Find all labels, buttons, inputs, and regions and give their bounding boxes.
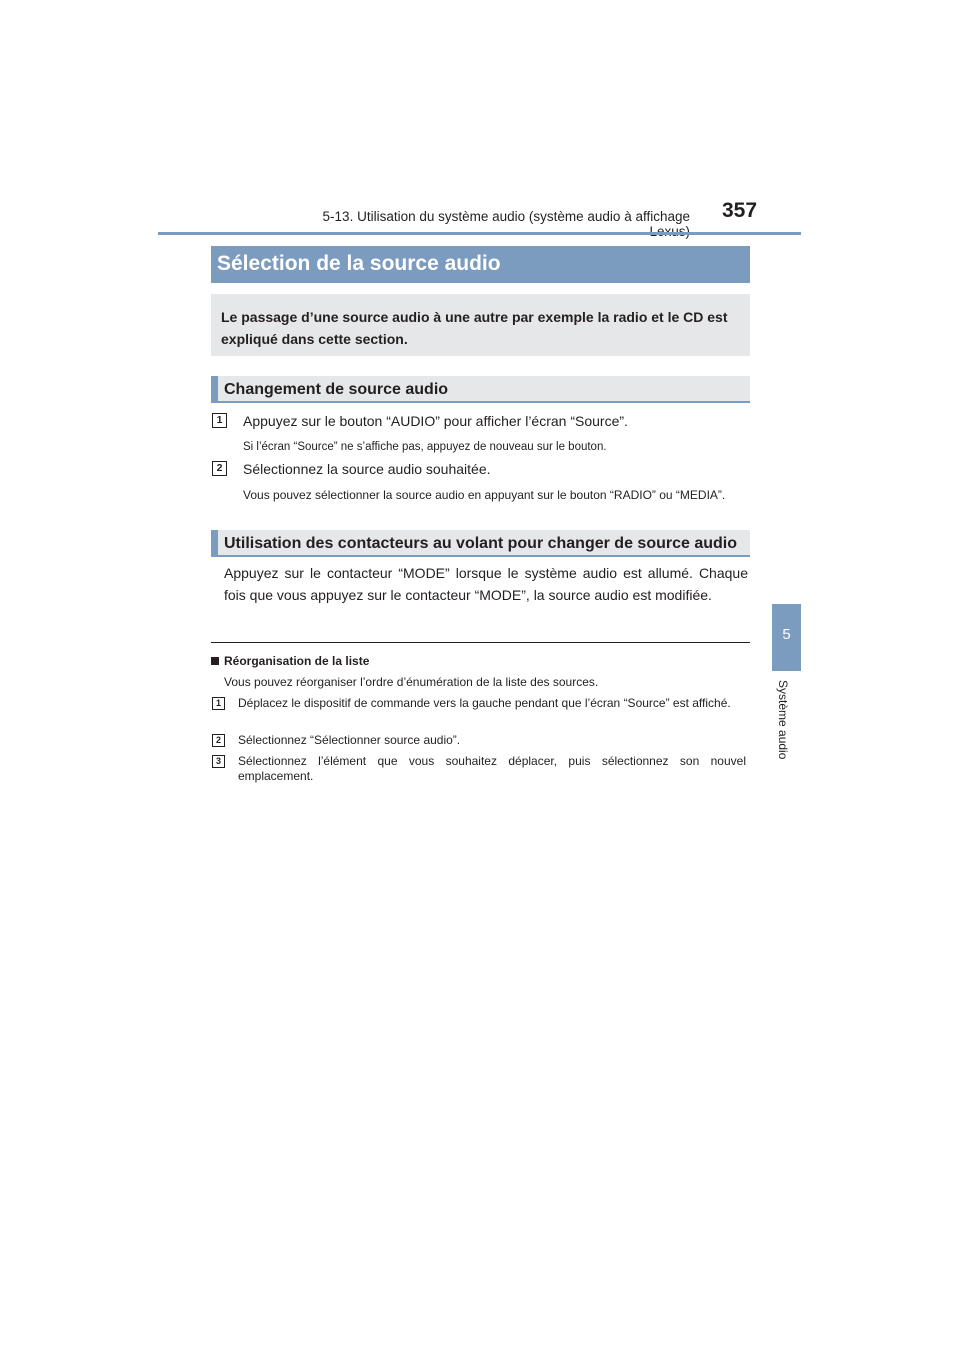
note-step-1-text: Déplacez le dispositif de commande vers la gauche pendant que l’écran “Source” est affiché. bbox=[238, 696, 731, 710]
page-number: 357 bbox=[722, 199, 758, 222]
subsection-title-steering-switches: Utilisation des contacteurs au volant pour changer de source audio bbox=[224, 535, 737, 552]
chapter-number: 5 bbox=[782, 626, 791, 643]
step-1-text: Appuyez sur le bouton “AUDIO” pour afficher l’écran “Source”. bbox=[243, 413, 628, 429]
note-step-number-2: 2 bbox=[212, 734, 225, 747]
note-intro: Vous pouvez réorganiser l’ordre d’énumération de la liste des sources. bbox=[224, 675, 599, 689]
chapter-label: Système audio bbox=[776, 680, 790, 760]
subsection-accent bbox=[211, 376, 218, 403]
square-bullet-icon bbox=[211, 657, 219, 665]
step-1-note: Si l’écran “Source” ne s’affiche pas, appuyez de nouveau sur le bouton. bbox=[243, 441, 607, 453]
step-2-text: Sélectionnez la source audio souhaitée. bbox=[243, 461, 491, 477]
step-2-note: Vous pouvez sélectionner la source audio en appuyant sur le bouton “RADIO” ou “MEDIA”. bbox=[243, 488, 726, 502]
section-title: Sélection de la source audio bbox=[217, 252, 501, 275]
step-number-2: 2 bbox=[212, 461, 227, 476]
header-divider bbox=[158, 232, 801, 235]
subsection-accent bbox=[211, 530, 218, 557]
mode-switch-paragraph: Appuyez sur le contacteur “MODE” lorsque le système audio est allumé. Chaque fois que vous appuyez sur le contacteur “MODE”, la source audio est modifiée. bbox=[224, 565, 748, 603]
note-step-number-1: 1 bbox=[212, 697, 225, 710]
step-number-1: 1 bbox=[212, 413, 227, 428]
note-step-number-3: 3 bbox=[212, 755, 225, 768]
running-header: 5-13. Utilisation du système audio (système audio à affichage bbox=[322, 209, 690, 224]
note-heading: Réorganisation de la liste bbox=[211, 654, 369, 668]
note-step-3-text: Sélectionnez l’élément que vous souhaitez déplacer, puis sélectionnez son nouvel emplacement. bbox=[238, 754, 746, 783]
notes-divider bbox=[211, 642, 750, 643]
intro-text: Le passage d’une source audio à une autre par exemple la radio et le CD est expliqué dans cette section. bbox=[221, 309, 728, 347]
note-step-2-text: Sélectionnez “Sélectionner source audio”. bbox=[238, 733, 461, 747]
subsection-title-source-change: Changement de source audio bbox=[224, 381, 449, 398]
